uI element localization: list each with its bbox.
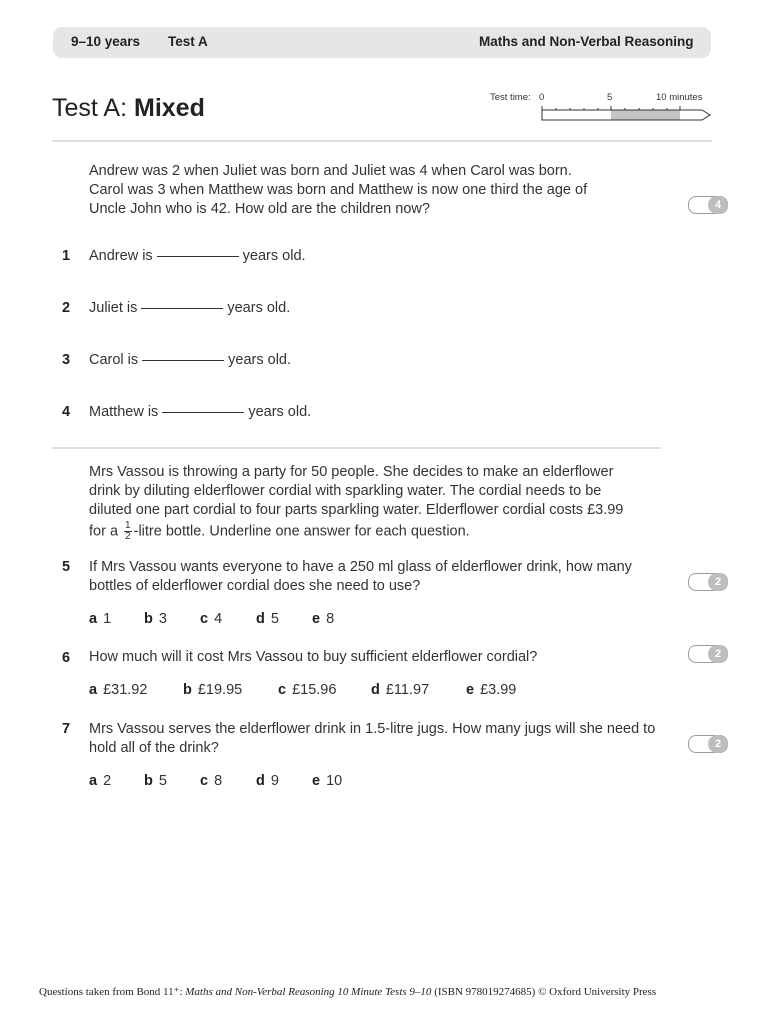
question-number: 7: [62, 721, 71, 737]
page-title: [52, 94, 205, 123]
marks-indicator: [688, 735, 728, 752]
marks-indicator: [688, 645, 728, 662]
answer-blank[interactable]: [141, 307, 223, 309]
marks-value: 4: [708, 196, 728, 214]
timer-bar: [540, 103, 716, 125]
option-c[interactable]: c £15.96: [278, 682, 337, 698]
option-c[interactable]: c 4: [200, 611, 223, 627]
timer-tick-0: 0: [539, 92, 545, 103]
option-a[interactable]: a £31.92: [89, 682, 148, 698]
footer-credit: Questions taken from Bond 11⁺: Maths and Non-Verbal Reasoning 10 Minute Tests 9–10 (ISBN 978019274685) © Oxford University Press: [39, 986, 657, 998]
timer-tick-10: 10 minutes: [656, 92, 703, 103]
marks-indicator: [688, 573, 728, 590]
age-range: 9–10 years: [71, 34, 141, 49]
option-d[interactable]: d 5: [256, 611, 279, 627]
fraction-half: $\frac{1}{2}$: [125, 519, 131, 542]
question-number: 5: [62, 559, 71, 575]
timer-tick-5: 5: [607, 92, 613, 103]
option-b[interactable]: b 3: [144, 611, 167, 627]
answer-blank[interactable]: [142, 359, 224, 361]
marks-value: 2: [708, 735, 728, 753]
option-e[interactable]: e 8: [312, 611, 335, 627]
section2-intro: Mrs Vassou is throwing a party for 50 people. She decides to make an elderflower drink by diluting elderflower cordial with sparkling water. The cordial needs to be diluted one part cordial to four parts sparkling water. Elderflower cordial costs £3.99 for a $\frac{1}{2}$ -litre bottle. Underline one answer for each question.: [89, 464, 624, 542]
question-2: Juliet is years old.: [89, 300, 291, 316]
answer-blank[interactable]: [162, 411, 244, 413]
option-c[interactable]: c 8: [200, 773, 223, 789]
option-e[interactable]: e £3.99: [466, 682, 517, 698]
question-7-text: Mrs Vassou serves the elderflower drink in 1.5-litre jugs. How many jugs will she need to hold all of the drink?: [89, 721, 656, 757]
answer-blank[interactable]: [157, 255, 239, 257]
question-number: 1: [62, 248, 71, 264]
question-3: Carol is years old.: [89, 352, 292, 368]
question-4: Matthew is years old.: [89, 404, 312, 420]
option-e[interactable]: e 10: [312, 773, 343, 789]
option-d[interactable]: d £11.97: [371, 682, 430, 698]
timer-label: Test time:: [490, 92, 531, 103]
subject-label: Maths and Non-Verbal Reasoning: [479, 34, 694, 49]
question-number: 3: [62, 352, 71, 368]
section-divider: [52, 447, 661, 449]
marks-value: 2: [708, 645, 728, 663]
title-divider: [52, 140, 712, 142]
section1-intro: Andrew was 2 when Juliet was born and Juliet was 4 when Carol was born. Carol was 3 when Matthew was born and Matthew is now one third the age of Uncle John who is 42. How old are the children now?: [89, 163, 588, 218]
option-b[interactable]: b 5: [144, 773, 167, 789]
option-a[interactable]: a 2: [89, 773, 112, 789]
marks-value: 2: [708, 573, 728, 591]
title-prefix: Test A:: [52, 94, 128, 122]
option-b[interactable]: b £19.95: [183, 682, 243, 698]
question-number: 6: [62, 650, 71, 666]
question-6-text: How much will it cost Mrs Vassou to buy sufficient elderflower cordial?: [89, 649, 538, 665]
question-number: 2: [62, 300, 71, 316]
option-a[interactable]: a 1: [89, 611, 112, 627]
question-5-text: If Mrs Vassou wants everyone to have a 250 ml glass of elderflower drink, how many bottles of elderflower cordial does she need to use?: [89, 559, 632, 595]
test-label: Test A: [168, 34, 208, 49]
question-number: 4: [62, 404, 71, 420]
option-d[interactable]: d 9: [256, 773, 279, 789]
question-1: Andrew is years old.: [89, 248, 306, 264]
title-main: Mixed: [134, 94, 205, 122]
marks-indicator: [688, 196, 728, 213]
